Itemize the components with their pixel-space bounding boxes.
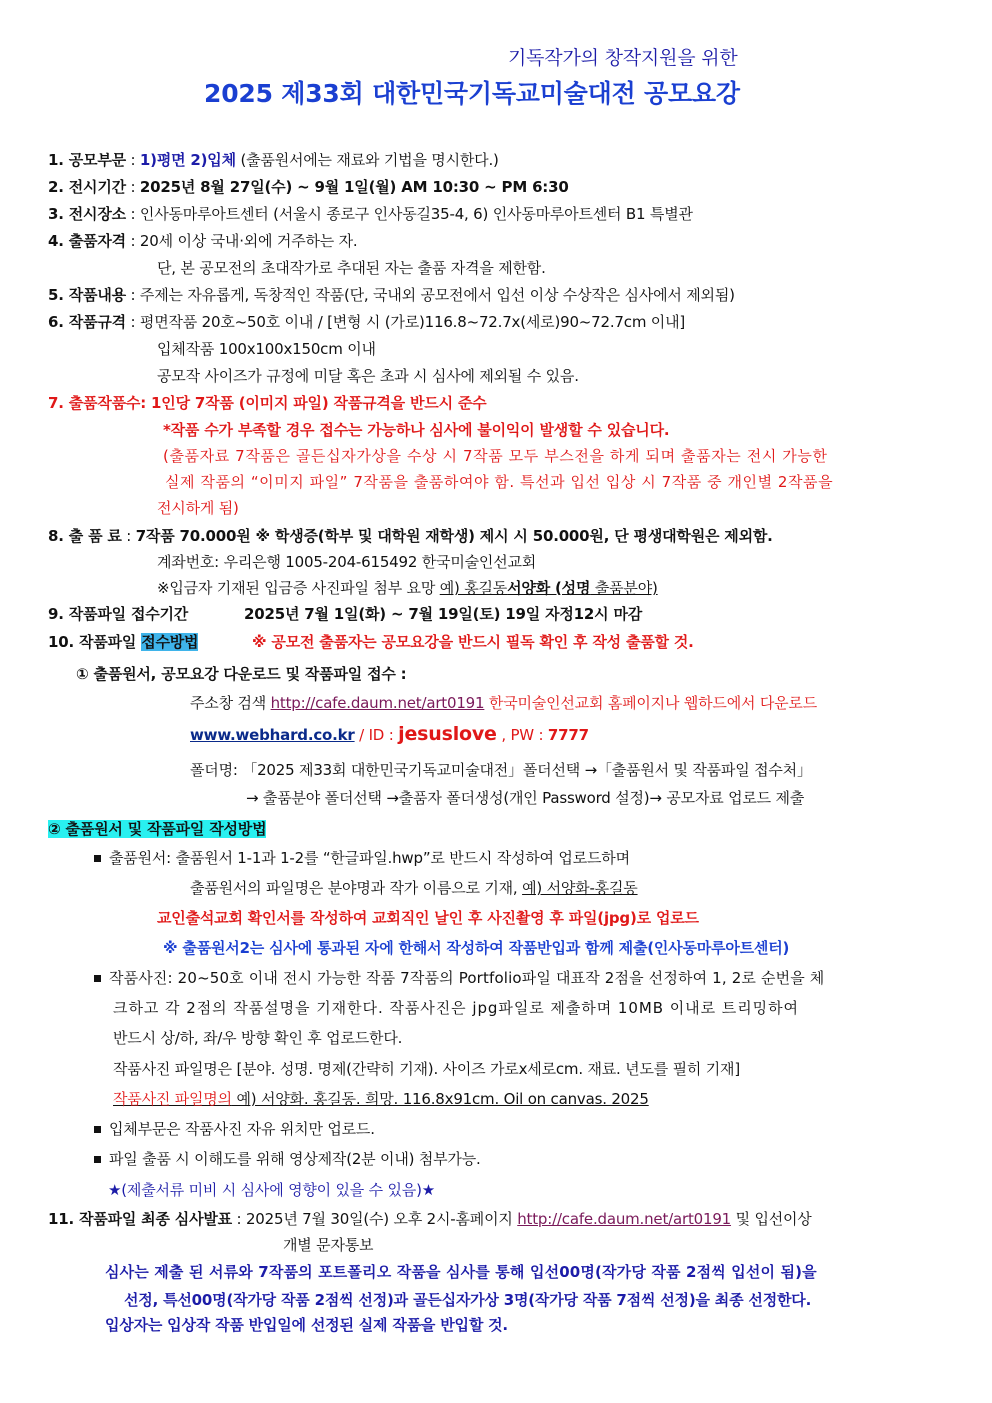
section-10-label: 10. 작품파일 (48, 633, 142, 651)
section-2-label: 2. 전시기간 (48, 178, 126, 196)
section-10-label-highlight: 접수방법 (141, 633, 199, 651)
bullet-4 (94, 1149, 481, 1169)
cafe-link-2[interactable]: http://cafe.daum.net/art0191 (517, 1210, 732, 1228)
bullet-2a (94, 968, 824, 988)
section-10-sub-2 (48, 819, 266, 839)
section-3-value: 인사동마루아트센터 (서울시 종로구 인사동길35-4, 6) 인사동마루아트센터 B1 특별관 (139, 205, 693, 223)
bullet-1d: ※ 출품원서2는 심사에 통과된 자에 한해서 작성하여 작품반입과 함께 제출(인사동마루아트센터) (163, 939, 790, 957)
section-6-colon: : (125, 313, 140, 331)
id-value: jesuslove (398, 723, 497, 745)
bullet-1a (94, 848, 630, 868)
section-6-line3: 공모작 사이즈가 규정에 미달 혹은 초과 시 심사에 제외될 수 있음. (157, 367, 579, 385)
section-4-label: 4. 출품자격 (48, 232, 126, 250)
section-10-warning: ※ 공모전 출품자는 공모요강을 반드시 필독 확인 후 작성 출품할 것. (252, 633, 694, 651)
bullet-2b: 크하고 각 2점의 작품설명을 기재한다. 작품사진은 jpg파일로 제출하며 10MB 이내로 트리밍하여 (113, 999, 799, 1017)
folder-line-1: 폴더명: 「2025 제33회 대한민국기독교미술대전」폴더선택 →「출품원서 및 작품파일 접수처」 (190, 761, 812, 779)
section-8-memo-example: 예) 홍길동 (439, 579, 508, 597)
section-7-note-1: (출품자료 7작품은 골든십자가상을 수상 시 7작품 모두 부스전을 하게 되며 출품자는 전시 가능한 (163, 447, 828, 465)
section-1-colon: : (125, 151, 140, 169)
section-6-label: 6. 작품규격 (48, 313, 126, 331)
section-2 (48, 177, 569, 197)
square-bullet-icon (94, 855, 101, 862)
section-2-value: 2025년 8월 27일(수) ~ 9월 1일(월) AM 10:30 ~ PM 6:30 (139, 178, 569, 196)
section-8-colon: : (121, 527, 136, 545)
id-label: / ID : (354, 726, 399, 744)
section-1 (48, 150, 499, 170)
bullet-4-text: 파일 출품 시 이해도를 위해 영상제작(2분 이내) 첨부가능. (109, 1150, 481, 1168)
section-11-label: 11. 작품파일 최종 심사발표 (48, 1210, 232, 1228)
bullet-2a-text: 작품사진: 20~50호 이내 전시 가능한 작품 7작품의 Portfolio파일 대표작 2점을 선정하여 1, 2로 순번을 체 (109, 969, 825, 987)
section-7-warning: *작품 수가 부족할 경우 접수는 가능하나 심사에 불이익이 발생할 수 있습니다. (163, 421, 670, 439)
section-8-memo-text: ※입금자 기재된 입금증 사진파일 첨부 요망 (157, 579, 440, 597)
section-4-colon: : (125, 232, 140, 250)
section-7-note-3: 전시하게 됨) (157, 499, 239, 517)
square-bullet-icon (94, 1126, 101, 1133)
bullet-2e-example: 예) 서양화. 홍길동. 희망. 116.8x91cm. Oil on canvas. 2025 (231, 1090, 649, 1108)
section-3-label: 3. 전시장소 (48, 205, 126, 223)
star-note: ★(제출서류 미비 시 심사에 영향이 있을 수 있음)★ (108, 1181, 435, 1199)
section-10-sub-2-label: ② 출품원서 및 작품파일 작성방법 (48, 820, 267, 838)
final-note-2: 선정, 특선00명(작가당 작품 2점씩 선정)과 골든십자가상 3명(작가당 작품 7점씩 선정)을 최종 선정한다. (124, 1291, 812, 1309)
section-7 (48, 393, 486, 413)
section-11-value: 2025년 7월 30일(수) 오후 2시-홈페이지 (245, 1210, 518, 1228)
section-5-value: 주제는 자유롭게, 독창적인 작품(단, 국내외 공모전에서 입선 이상 수상작은 심사에서 제외됨) (139, 286, 735, 304)
section-3 (48, 204, 693, 224)
section-8-value: 7작품 70.000원 ※ 학생증(학부 및 대학원 재학생) 제시 시 50.000원, 단 평생대학원은 제외함. (135, 527, 773, 545)
bullet-1c: 교인출석교회 확인서를 작성하여 교회직인 날인 후 사진촬영 후 파일(jpg)로 업로드 (157, 909, 699, 927)
section-7-label: 7. 출품작품수 (48, 394, 141, 412)
section-7-note-2: 실제 작품의 “이미지 파일” 7작품을 출품하여야 함. 특선과 입선 입상 시 7작품 중 개인별 2작품을 (165, 473, 834, 491)
section-8-label: 8. 출 품 료 (48, 527, 122, 545)
section-11-value-end: 및 입선이상 (731, 1210, 812, 1228)
pw-value: 7777 (547, 726, 589, 744)
final-note-1: 심사는 제출 된 서류와 7작품의 포트폴리오 작품을 심사를 통해 입선00명(작가당 작품 2점씩 입선이 됨)을 (105, 1263, 817, 1281)
bullet-1b (190, 878, 638, 898)
section-4 (48, 231, 358, 251)
folder-line-2: → 출품분야 폴더선택 →출품자 폴더생성(개인 Password 설정)→ 공모자료 업로드 제출 (246, 789, 805, 807)
section-2-colon: : (125, 178, 140, 196)
section-6 (48, 312, 685, 332)
section-10-sub-1: ① 출품원서, 공모요강 다운로드 및 작품파일 접수 : (76, 665, 407, 683)
section-7-value: : 1인당 7작품 (이미지 파일) 작품규격을 반드시 준수 (140, 394, 487, 412)
section-1-label: 1. 공모부문 (48, 151, 126, 169)
section-8 (48, 526, 773, 546)
bullet-3-text: 입체부문은 작품사진 자유 위치만 업로드. (109, 1120, 375, 1138)
section-5 (48, 285, 735, 305)
section-4-note: 단, 본 공모전의 초대작가로 추대된 자는 출품 자격을 제한함. (157, 259, 546, 277)
section-5-label: 5. 작품내용 (48, 286, 126, 304)
section-8-memo-example-end: 출품분야) (590, 579, 658, 597)
bullet-2c: 반드시 상/하, 좌/우 방향 확인 후 업로드한다. (113, 1029, 403, 1047)
section-11 (48, 1209, 812, 1229)
square-bullet-icon (94, 1156, 101, 1163)
webhard-link[interactable]: www.webhard.co.kr (190, 726, 355, 744)
section-1-value-bold: 1)평면 2)입체 (139, 151, 236, 169)
section-6-value: 평면작품 20호~50호 이내 / [변형 시 (가로)116.8~72.7x(세로)90~72.7cm 이내] (139, 313, 686, 331)
bullet-1b-example: 예) 서양화-홍길동 (522, 879, 638, 897)
section-1-value: (출품원서에는 재료와 기법을 명시한다.) (235, 151, 499, 169)
address-line (190, 693, 817, 713)
page-title: 2025 제33회 대한민국기독교미술대전 공모요강 (204, 79, 740, 108)
section-11-line2: 개별 문자통보 (283, 1236, 374, 1254)
section-6-line2: 입체작품 100x100x150cm 이내 (157, 340, 376, 358)
section-8-memo (157, 578, 658, 598)
address-suffix: 한국미술인선교회 홈페이지나 웹하드에서 다운로드 (484, 694, 818, 712)
square-bullet-icon (94, 975, 101, 982)
pw-label: , PW : (496, 726, 548, 744)
cafe-link[interactable]: http://cafe.daum.net/art0191 (270, 694, 485, 712)
section-3-colon: : (125, 205, 140, 223)
section-10 (48, 632, 198, 652)
section-8-account: 계좌번호: 우리은행 1005-204-615492 한국미술인선교회 (157, 553, 537, 571)
header-subtitle: 기독작가의 창작지원을 위한 (508, 47, 738, 69)
bullet-2e-label: 작품사진 파일명의 (113, 1090, 232, 1108)
bullet-3 (94, 1119, 375, 1139)
bullet-2d: 작품사진 파일명은 [분야. 성명. 명제(간략히 기재). 사이즈 가로x세로cm. 재료. 년도를 필히 기재] (113, 1060, 740, 1078)
section-9-value: 2025년 7월 1일(화) ~ 7월 19일(토) 19일 자정12시 마감 (244, 605, 643, 623)
section-4-value: 20세 이상 국내·외에 거주하는 자. (139, 232, 358, 250)
section-8-memo-example-bold: 서양화 (성명 (507, 579, 591, 597)
bullet-1b-text: 출품원서의 파일명은 분야명과 작가 이름으로 기재, (190, 879, 523, 897)
section-5-colon: : (125, 286, 140, 304)
bullet-2e (113, 1089, 649, 1109)
final-note-3: 입상자는 입상작 작품 반입일에 선정된 실제 작품을 반입할 것. (105, 1316, 508, 1334)
bullet-1a-text: 출품원서: 출품원서 1-1과 1-2를 “한글파일.hwp”로 반드시 작성하여 업로드하며 (109, 849, 630, 867)
section-11-colon: : (231, 1210, 246, 1228)
address-prefix: 주소창 검색 (190, 694, 271, 712)
webhard-line (190, 724, 589, 745)
section-9-label: 9. 작품파일 접수기간 (48, 605, 189, 623)
